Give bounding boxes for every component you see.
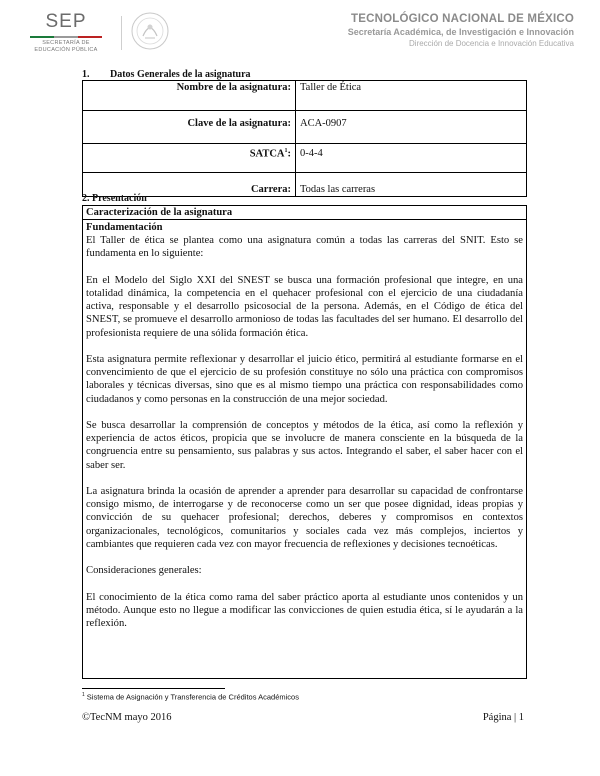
paragraph: Se busca desarrollar la comprensión de conceptos y métodos de la ética, así como la reflexión y experiencia de actos éticos, propicia que se involucre de manera consciente en la búsqueda de la congruencia entre su pensamiento, sus palabras y sus actos. Integrando el saber, el saber hacer con el saber ser. — [86, 420, 523, 471]
row-value: Taller de Ética — [296, 81, 527, 111]
row-value — [296, 144, 527, 173]
paragraph: Esta asignatura permite reflexionar y desarrollar el juicio ético, permitirá al estudiante formarse en el convencimiento de que el ejercicio de su profesión constituye no sólo una práctica con compromisos laborales y técnicas diversas, sino que es al mismo tiempo una práctica con responsabilidades como ciudadanos y como personas en la construcción de una mejor sociedad. — [86, 354, 523, 405]
footnote-rule — [82, 688, 225, 689]
footnote-text: Sistema de Asignación y Transferencia de Créditos Académicos — [86, 692, 299, 702]
paragraph: El Taller de ética se plantea como una asignatura común a todas las carreras del SNIT. Esto se fundamenta en lo siguiente: — [86, 235, 523, 260]
mexico-seal-icon — [130, 10, 170, 57]
sep-logo-bar — [30, 36, 102, 38]
row-value — [296, 173, 527, 197]
table-row — [83, 173, 527, 197]
row-value — [296, 111, 527, 144]
general-data-table — [82, 80, 527, 197]
paragraph: Consideraciones generales: — [86, 565, 202, 577]
secretariat-name: Secretaría Académica, de Investigación e Innovación — [347, 27, 574, 37]
table-row — [83, 144, 527, 173]
footer-page-number: Página | 1 — [482, 712, 524, 723]
row-value-text: Todas las carreras — [300, 184, 376, 195]
row-label — [83, 144, 296, 173]
row-label-text: SATCA — [249, 148, 285, 160]
fundamentacion-subheading: Fundamentación — [86, 222, 163, 233]
row-value-text: ACA-0907 — [300, 118, 347, 129]
paragraph: En el Modelo del Siglo XXI del SNEST se busca una formación profesional que integre, en una totalidad dinámica, la competencia en el quehacer profesional con el ejercicio de una ciudadanía activa, responsable y el desarrollo psicosocial de la persona. Además, en el Código de ética del SNEST, se promueve el desarrollo armonioso de todas las facultades del ser humano. El desarrollo del profesionista requiere de una sólida formación ética. — [86, 274, 523, 339]
row-label-text: Clave de la asignatura: — [187, 118, 291, 129]
presentation-box-header: Caracterización de la asignatura — [83, 206, 526, 220]
sep-logo-sub-2: EDUCACIÓN PÚBLICA — [34, 46, 98, 53]
presentation-body — [83, 220, 526, 630]
paragraph: La asignatura brinda la ocasión de aprender a aprender para desarrollar su capacidad de confrontarse consigo mismo, de interrogarse y de reconocerse como un ser que posee dignidad, ideas propias y convicción de su quehacer profesional; derechos, deberes y compromisos en contextos organizacionales, tecnológicos, comunitarios y sociales cada vez más complejos, inciertos y cambiantes que requieren cada vez con mayor frecuencia de reflexiones y decisiones tecnoéticas. — [86, 486, 523, 550]
footnote — [82, 692, 299, 702]
sep-logo — [26, 12, 106, 53]
row-value-text: 0-4-4 — [300, 148, 323, 159]
row-label-text: Carrera: — [250, 184, 291, 195]
section-1-heading — [82, 69, 251, 80]
header-divider — [121, 16, 122, 50]
paragraph: El conocimiento de la ética como rama del saber práctico aporta al estudiante unos contenidos y un método. Aunque esto no llegue a modificar las convicciones de quien estudia ética, sí le ayudarán a la reflexión. — [86, 591, 523, 629]
row-label — [83, 111, 296, 144]
table-row — [83, 81, 527, 111]
presentation-box — [82, 205, 527, 679]
sep-logo-word: SEP — [45, 11, 87, 32]
direction-name: Dirección de Docencia e Innovación Educativa — [409, 39, 574, 48]
institution-header — [348, 12, 574, 50]
footer-copyright: ©TecNM mayo 2016 — [82, 712, 172, 723]
section-1-title: Datos Generales de la asignatura — [110, 69, 251, 80]
institution-name: TECNOLÓGICO NACIONAL DE MÉXICO — [350, 13, 574, 25]
row-label: Nombre de la asignatura: — [83, 81, 296, 111]
sep-logo-sub-1: SECRETARÍA DE — [42, 40, 90, 46]
footnote-mark: 1 — [82, 692, 85, 698]
table-row — [83, 111, 527, 144]
footnote-reference: 1 — [284, 148, 288, 154]
section-1-number: 1. — [82, 69, 90, 80]
section-2-heading: 2. Presentación — [82, 193, 147, 204]
row-label-suffix: : — [287, 148, 291, 160]
